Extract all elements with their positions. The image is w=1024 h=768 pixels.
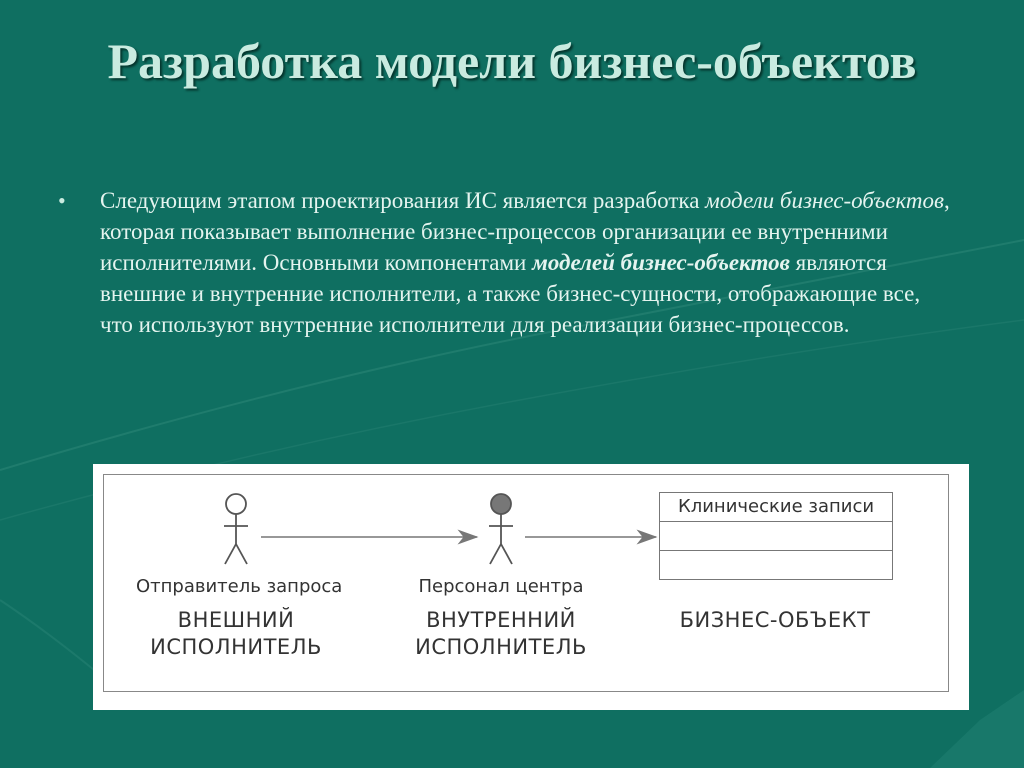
paragraph-text: [100, 185, 958, 340]
internal-caption-line-2: ИСПОЛНИТЕЛЬ: [415, 635, 587, 659]
external-actor-caption: [136, 607, 336, 661]
paragraph-part-1: Следующим этапом проектирования ИС является разработка: [100, 188, 706, 213]
business-object-diagram: [93, 464, 969, 710]
bullet-marker: •: [58, 188, 66, 213]
external-actor-icon: [224, 494, 248, 564]
business-object-box: [659, 492, 893, 580]
external-caption-line-2: ИСПОЛНИТЕЛЬ: [150, 635, 322, 659]
business-object-operations: [660, 551, 892, 579]
slide-title: Разработка модели бизнес-объектов: [107, 33, 917, 89]
internal-actor-caption: [401, 607, 601, 661]
paragraph-italic-term: модели бизнес-объектов: [705, 188, 944, 213]
business-object-name: Клинические записи: [660, 493, 892, 522]
paragraph-bold-term: моделей бизнес-объектов: [532, 250, 790, 275]
business-object-attributes: [660, 522, 892, 551]
paragraph-part-2: , которая показывает выполнение бизнес-процессов организации ее внутренними исполнителями. Основными компонентами: [100, 188, 950, 275]
internal-caption-line-1: ВНУТРЕННИЙ: [426, 608, 576, 632]
paragraph-part-3: являются внешние и внутренние исполнители, а также бизнес-сущности, отображающие все, что используют внутренние исполнители для реализации бизнес-процессов.: [100, 250, 921, 337]
internal-actor-name: Персонал центра: [418, 576, 584, 597]
external-caption-line-1: ВНЕШНИЙ: [177, 608, 295, 632]
business-object-caption: БИЗНЕС-ОБЪЕКТ: [679, 608, 871, 632]
bullet-paragraph: [58, 185, 958, 340]
internal-actor-icon: [489, 494, 513, 564]
external-actor-name: Отправитель запроса: [136, 576, 343, 597]
